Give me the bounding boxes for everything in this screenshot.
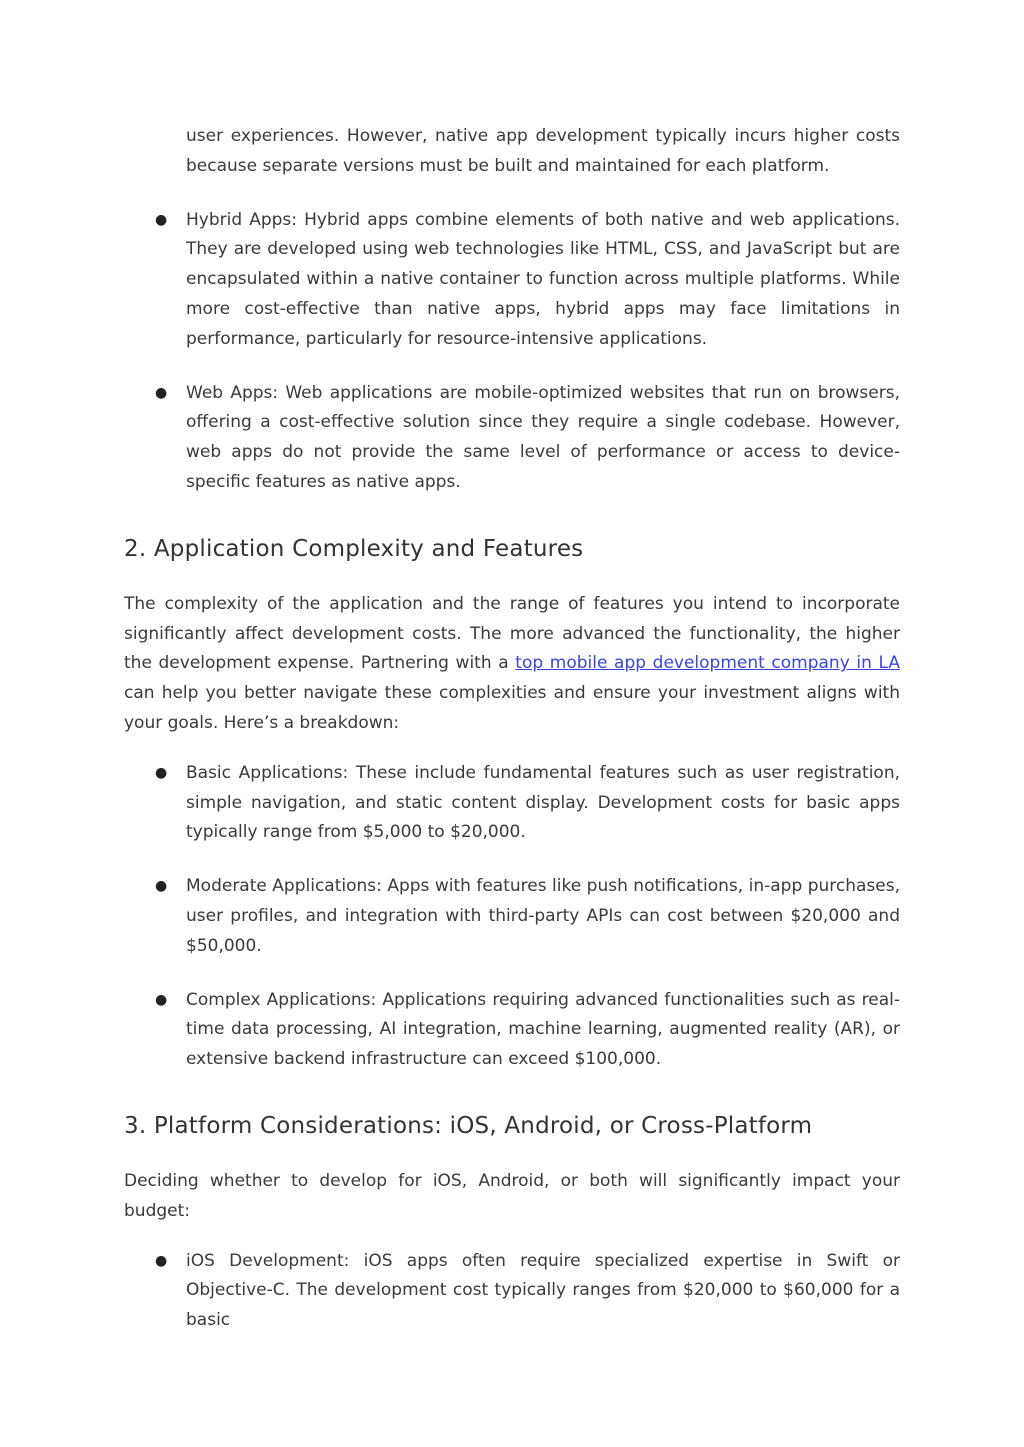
bullet-icon: ● [155,1252,168,1269]
bullet-icon: ● [155,764,168,781]
spacer [124,498,900,534]
native-apps-continuation: user experiences. However, native app development typically incurs higher costs because separate versions must be built and maintained for each platform. [186,126,900,176]
list-item-text: iOS Development: iOS apps often require specialized expertise in Swift or Objective-C. The development cost typically ranges from $20,000 to $60,000 for a basic [186,1250,900,1331]
bullet-icon: ● [155,211,168,228]
document-page [124,122,900,1336]
list-item-text: Basic Applications: These include fundamental features such as user registration, simple navigation, and static content display. Development costs for basic apps typically range from $5,000 to $20,000. [186,762,900,843]
spacer [124,564,900,590]
bullet-icon: ● [155,384,168,401]
bullet-icon: ● [155,991,168,1008]
paragraph-text: can help you better navigate these complexities and ensure your investment aligns with your goals. Here’s a breakdown: [124,683,900,733]
list-item-basic-applications [124,759,900,848]
company-link[interactable]: top mobile app development company in LA [515,653,900,674]
spacer [124,739,900,759]
spacer [124,182,900,206]
bullet-icon: ● [155,878,168,895]
list-item-text: Hybrid Apps: Hybrid apps combine elements of both native and web applications. They are developed using web technologies like HTML, CSS, and JavaScript but are encapsulated within a native container to function across multiple platforms. While more cost-effective than native apps, hybrid apps may face limitations in performance, particularly for resource-intensive applications. [186,209,900,349]
list-item-moderate-applications [124,872,900,961]
list-item-hybrid-apps [124,206,900,355]
list-item-complex-applications [124,986,900,1075]
spacer [124,1227,900,1247]
spacer [124,1141,900,1167]
list-item-text: Complex Applications: Applications requiring advanced functionalities such as real-time data processing, AI integration, machine learning, augmented reality (AR), or extensive backend infrastructure can exceed $100,000. [186,989,900,1070]
list-item-web-apps [124,379,900,498]
platform-list [124,1247,900,1336]
section-2-paragraph [124,590,900,739]
list-item-text: Web Apps: Web applications are mobile-optimized websites that run on browsers, offering a cost-effective solution since they require a single codebase. However, web apps do not provide the same level of performance or access to device-specific features as native apps. [186,382,900,492]
list-item-text: Moderate Applications: Apps with features like push notifications, in-app purchases, user profiles, and integration with third-party APIs can cost between $20,000 and $50,000. [186,876,900,956]
section-2-heading: 2. Application Complexity and Features [124,535,584,562]
complexity-list [124,759,900,1075]
section-3-paragraph: Deciding whether to develop for iOS, Android, or both will significantly impact your budget: [124,1170,900,1221]
spacer [124,1075,900,1111]
app-types-list [124,206,900,498]
section-3-heading: 3. Platform Considerations: iOS, Android, or Cross-Platform [124,1112,813,1139]
paragraph-text: The complexity of the application and the range of features you intend to incorporate significantly affect development costs. The more advanced the functionality, the higher the development expense. Partnering with a [124,593,900,674]
list-item-ios-development [124,1247,900,1336]
